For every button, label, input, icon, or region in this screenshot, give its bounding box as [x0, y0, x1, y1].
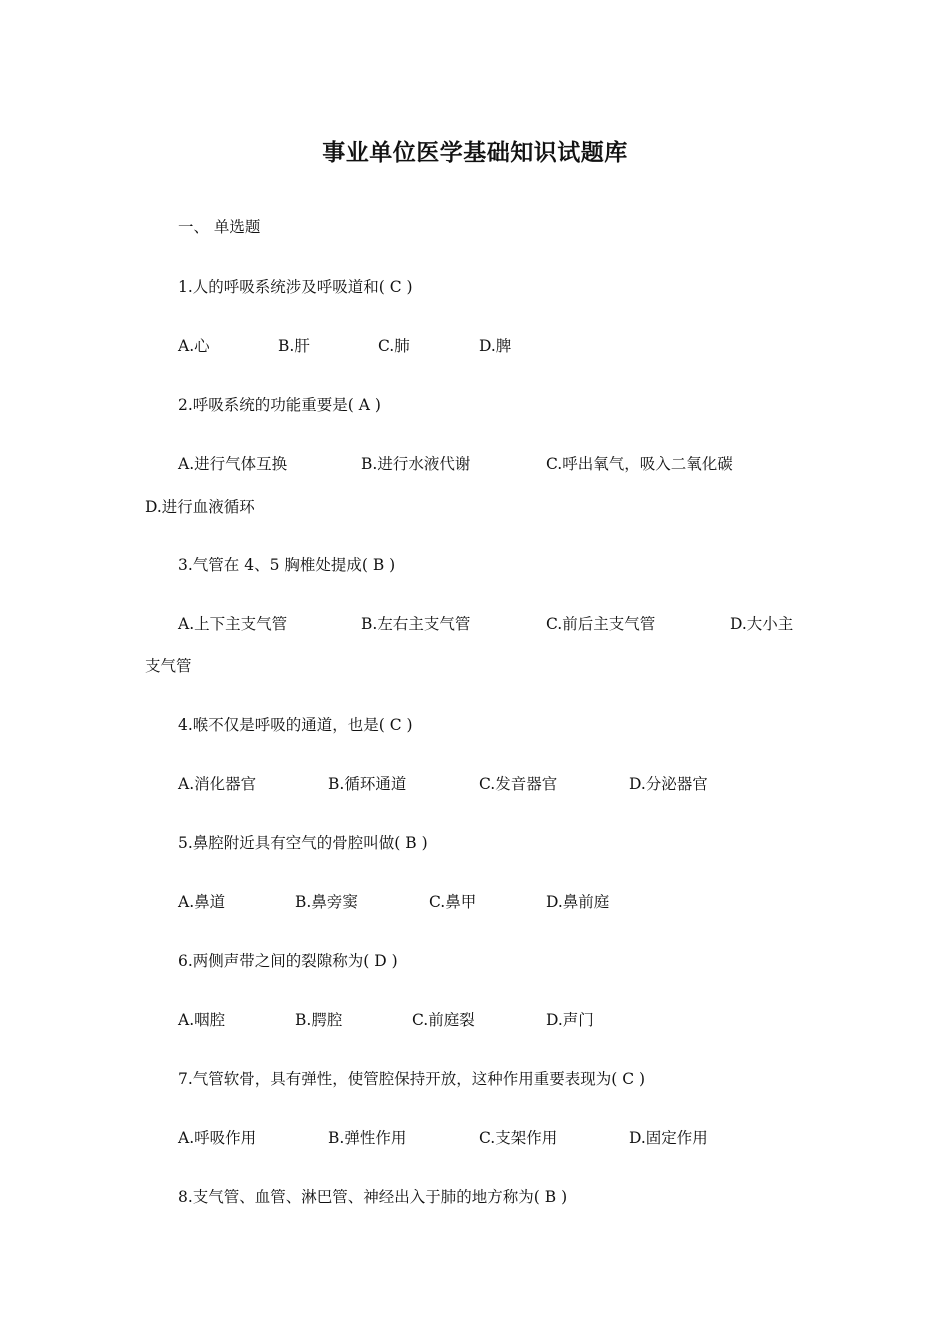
answer-option: D.进行血液循环 [145, 498, 255, 516]
question-stem: 3.气管在 4、5 胸椎处提成( B ) [178, 556, 396, 574]
question-stem: 6.两侧声带之间的裂隙称为( D ) [178, 952, 398, 970]
answer-option: D.声门 [546, 1011, 594, 1029]
answer-option: C.肺 [378, 337, 410, 355]
answer-option: C.鼻甲 [429, 893, 477, 911]
answer-option: D.脾 [479, 337, 512, 355]
answer-option: A.鼻道 [178, 893, 226, 911]
document-title: 事业单位医学基础知识试题库 [322, 140, 628, 166]
answer-option: D.鼻前庭 [546, 893, 610, 911]
question-stem: 2.呼吸系统的功能重要是( A ) [178, 396, 381, 414]
answer-option: A.心 [178, 337, 210, 355]
answer-option: B.进行水液代谢 [361, 455, 471, 473]
answer-option: C.发音器官 [479, 775, 558, 793]
answer-option: C.前后主支气管 [546, 615, 656, 633]
answer-option: C.支架作用 [479, 1129, 558, 1147]
answer-option-continuation: 支气管 [145, 657, 192, 675]
answer-option: B.腭腔 [295, 1011, 343, 1029]
answer-option: A.进行气体互换 [178, 455, 288, 473]
answer-option: D.分泌器官 [629, 775, 708, 793]
answer-option: A.咽腔 [178, 1011, 226, 1029]
answer-option: A.呼吸作用 [178, 1129, 257, 1147]
question-stem: 1.人的呼吸系统涉及呼吸道和( C ) [178, 278, 413, 296]
answer-option: C.前庭裂 [412, 1011, 475, 1029]
answer-option: A.上下主支气管 [178, 615, 288, 633]
question-stem: 7.气管软骨，具有弹性，使管腔保持开放，这种作用重要表现为( C ) [178, 1070, 646, 1088]
answer-option: B.左右主支气管 [361, 615, 471, 633]
answer-option: D.大小主 [730, 615, 794, 633]
answer-option: B.鼻旁窦 [295, 893, 358, 911]
answer-option: B.弹性作用 [328, 1129, 407, 1147]
question-stem: 8.支气管、血管、淋巴管、神经出入于肺的地方称为( B ) [178, 1188, 568, 1206]
answer-option: B.循环通道 [328, 775, 407, 793]
answer-option: C.呼出氧气，吸入二氧化碳 [546, 455, 733, 473]
answer-option: D.固定作用 [629, 1129, 708, 1147]
section-heading: 一、 单选题 [178, 218, 261, 236]
answer-option: A.消化器官 [178, 775, 257, 793]
question-stem: 4.喉不仅是呼吸的通道，也是( C ) [178, 716, 413, 734]
question-stem: 5.鼻腔附近具有空气的骨腔叫做( B ) [178, 834, 428, 852]
answer-option: B.肝 [278, 337, 310, 355]
